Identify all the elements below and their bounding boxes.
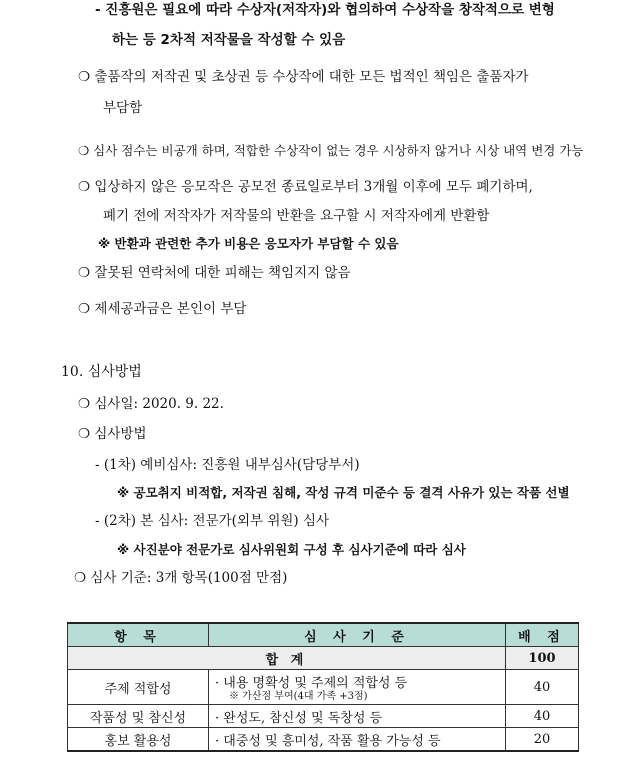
bullet-item: ❍ 출품작의 저작권 및 초상권 등 수상작에 대한 모든 법적인 책임은 출품자가 (78, 69, 529, 85)
row-item: 홍보 활용성 (68, 728, 209, 752)
text-line: 하는 등 2차적 저작물을 작성할 수 있음 (112, 32, 346, 48)
bullet-item: ❍ 입상하지 않은 응모작은 공모전 종료일로부터 3개월 이후에 모두 폐기하며, (78, 179, 533, 195)
bullet-item: ❍ 심사일: 2020. 9. 22. (78, 396, 224, 412)
criteria-sub-note: ※ 가산점 부여(4대 가족 +3점) (229, 690, 368, 702)
sub-item: - (1차) 예비심사: 진흥원 내부심사(담당부서) (95, 457, 360, 473)
row-item: 주제 적합성 (68, 670, 209, 705)
total-score: 100 (506, 647, 579, 670)
row-score: 40 (506, 705, 579, 728)
row-score: 40 (506, 670, 579, 705)
row-score: 20 (506, 728, 579, 752)
note-line: ※ 사진분야 전문가로 심사위원회 구성 후 심사기준에 따라 심사 (117, 542, 466, 557)
header-criteria: 심 사 기 준 (209, 623, 506, 647)
table-row (68, 728, 579, 752)
header-item: 항 목 (68, 623, 209, 647)
row-criteria: · 대중성 및 흥미성, 작품 활용 가능성 등 (209, 728, 506, 752)
row-criteria (209, 670, 506, 705)
header-score: 배 점 (506, 623, 579, 647)
row-item: 작품성 및 참신성 (68, 705, 209, 728)
text-line: - 진흥원은 필요에 따라 수상자(저작자)와 협의하여 수상작을 창작적으로 변형 (95, 2, 555, 18)
table-header-row (68, 623, 579, 647)
table-total-row (68, 647, 579, 670)
total-label: 합 계 (68, 647, 506, 670)
bullet-item: ❍ 심사 기준: 3개 항목(100점 만점) (74, 570, 288, 586)
criteria-table (67, 622, 579, 752)
row-criteria: · 완성도, 참신성 및 독창성 등 (209, 705, 506, 728)
table-row (68, 705, 579, 728)
note-line: ※ 반환과 관련한 추가 비용은 응모자가 부담할 수 있음 (98, 236, 399, 251)
bullet-item: ❍ 제세공과금은 본인이 부담 (78, 301, 247, 317)
sub-item: - (2차) 본 심사: 전문가(외부 위원) 심사 (95, 513, 330, 529)
section-heading: 10. 심사방법 (61, 364, 142, 380)
note-line: ※ 공모취지 비적합, 저작권 침해, 작성 규격 미준수 등 결격 사유가 있는 작품 선별 (117, 485, 570, 500)
table-row (68, 670, 579, 705)
text-line: 폐기 전에 저작자가 저작물의 반환을 요구할 시 저작자에게 반환함 (103, 208, 490, 224)
bullet-item: ❍ 심사방법 (78, 426, 147, 442)
bullet-item: ❍ 심사 점수는 비공개 하며, 적합한 수상작이 없는 경우 시상하지 않거나 시상 내역 변경 가능 (78, 143, 584, 158)
text-line: 부담함 (103, 100, 143, 116)
criteria-text: · 내용 명확성 및 주제의 적합성 등 (215, 675, 408, 691)
bullet-item: ❍ 잘못된 연락처에 대한 피해는 책임지지 않음 (78, 265, 351, 281)
